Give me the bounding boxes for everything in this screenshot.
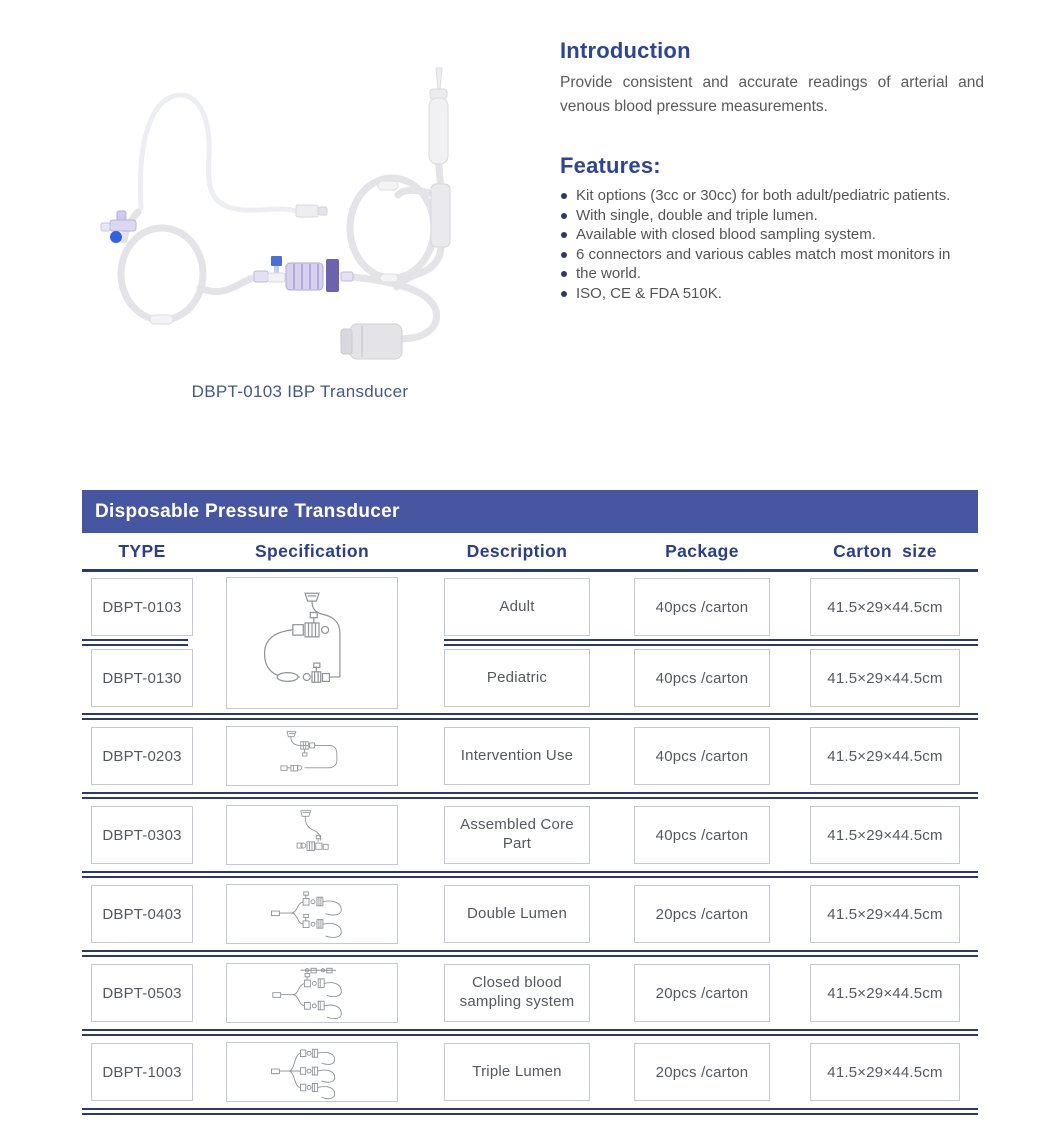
- features-section: [560, 153, 994, 303]
- col-header-package: Package: [665, 540, 739, 561]
- table-title: Disposable Pressure Transducer: [82, 490, 978, 533]
- cell-description: [444, 578, 590, 636]
- group-separator: [82, 792, 978, 799]
- cell-description: [444, 964, 590, 1022]
- cable-connector: [296, 205, 327, 217]
- cell-type: DBPT-0130: [91, 649, 193, 707]
- intro-section: [560, 38, 984, 119]
- bullet-icon: [561, 232, 567, 238]
- cell-description: [444, 649, 590, 707]
- features-heading: Features:: [560, 153, 661, 178]
- col-header-description: Description: [466, 540, 568, 561]
- feature-text: Kit options (3cc or 30cc) for both adult/pediatric patients.: [576, 187, 951, 204]
- feature-text: Available with closed blood sampling system.: [576, 226, 876, 243]
- spec-image-dbpt-0203: [226, 726, 398, 786]
- cell-package: 20pcs /carton: [634, 964, 770, 1022]
- col-header-spec: Specification: [254, 540, 370, 561]
- cell-package: 40pcs /carton: [634, 578, 770, 636]
- group-separator: [82, 871, 978, 878]
- feature-item: [560, 245, 994, 265]
- cell-description: [444, 1043, 590, 1101]
- intro-heading: Introduction: [560, 38, 691, 63]
- bullet-icon: [561, 291, 567, 297]
- cell-carton-size: 41.5×29×44.5cm: [810, 806, 960, 864]
- cell-type: DBPT-0303: [91, 806, 193, 864]
- product-photo-section: [58, 34, 542, 402]
- cell-type: DBPT-0403: [91, 885, 193, 943]
- cell-text: Adult: [499, 597, 535, 615]
- row-divider: [444, 639, 978, 646]
- spec-image-dbpt-1003: [226, 1042, 398, 1102]
- spec-table: [82, 490, 978, 1115]
- cell-type: DBPT-0203: [91, 727, 193, 785]
- feature-item: [560, 206, 994, 226]
- cell-carton-size: 41.5×29×44.5cm: [810, 964, 960, 1022]
- col-header-type: TYPE: [118, 540, 166, 561]
- feature-item: [560, 186, 994, 206]
- cell-carton-size: 41.5×29×44.5cm: [810, 885, 960, 943]
- table-row-0503: [82, 957, 978, 1029]
- drip-chamber: [429, 68, 450, 247]
- spec-image-dbpt-0303: [226, 805, 398, 865]
- table-row-1003: [82, 1036, 978, 1108]
- bullet-icon: [561, 213, 567, 219]
- col-header-carton: Carton size: [833, 540, 937, 561]
- feature-text: 6 connectors and various cables match most monitors in: [576, 245, 951, 263]
- cell-text: Closed blood sampling system: [459, 974, 575, 1010]
- table-column-headers: [82, 533, 978, 569]
- cell-carton-size: 41.5×29×44.5cm: [810, 727, 960, 785]
- spec-image-dbpt-0503: [226, 963, 398, 1023]
- bullet-icon: [561, 252, 567, 258]
- table-row-group-0103-0130: [82, 572, 978, 713]
- monitor-plug: [341, 324, 402, 359]
- spec-image-dbpt-0103-0130: [226, 577, 398, 709]
- cell-description: [444, 885, 590, 943]
- feature-item: [560, 264, 994, 284]
- feature-item: [560, 225, 994, 245]
- cell-package: 20pcs /carton: [634, 885, 770, 943]
- transducer: [254, 256, 353, 292]
- row-divider: [82, 639, 188, 646]
- table-bottom-rule: [82, 1108, 978, 1115]
- group-separator: [82, 1029, 978, 1036]
- cell-text: Double Lumen: [467, 904, 567, 922]
- feature-text: the world.: [576, 265, 642, 282]
- photo-caption: DBPT-0103 IBP Transducer: [191, 382, 409, 401]
- bullet-icon: [561, 271, 567, 277]
- cell-package: 20pcs /carton: [634, 1043, 770, 1101]
- cell-carton-size: 41.5×29×44.5cm: [810, 649, 960, 707]
- cell-text: Intervention Use: [460, 746, 574, 764]
- cell-description: [444, 727, 590, 785]
- cell-type: DBPT-0503: [91, 964, 193, 1022]
- cell-package: 40pcs /carton: [634, 806, 770, 864]
- cell-carton-size: 41.5×29×44.5cm: [810, 578, 960, 636]
- feature-list: [560, 186, 994, 303]
- feature-text: ISO, CE & FDA 510K.: [576, 284, 722, 302]
- bullet-icon: [561, 193, 567, 199]
- cell-text: Assembled Core Part: [460, 816, 574, 852]
- feature-text: With single, double and triple lumen.: [576, 206, 818, 224]
- feature-item: [560, 284, 994, 304]
- table-row-0303: [82, 799, 978, 871]
- group-separator: [82, 713, 978, 720]
- cell-type: DBPT-1003: [91, 1043, 193, 1101]
- intro-body: Provide consistent and accurate readings of arterial and venous blood pressure measurements.: [560, 74, 984, 116]
- cell-package: 40pcs /carton: [634, 727, 770, 785]
- spec-image-dbpt-0403: [226, 884, 398, 944]
- product-photo: [58, 34, 542, 376]
- cell-type: DBPT-0103: [91, 578, 193, 636]
- group-separator: [82, 950, 978, 957]
- cell-description: [444, 806, 590, 864]
- cell-carton-size: 41.5×29×44.5cm: [810, 1043, 960, 1101]
- cell-package: 40pcs /carton: [634, 649, 770, 707]
- table-row-0403: [82, 878, 978, 950]
- cell-text: Pediatric: [486, 668, 548, 686]
- table-row-0203: [82, 720, 978, 792]
- cell-text: Triple Lumen: [472, 1062, 562, 1080]
